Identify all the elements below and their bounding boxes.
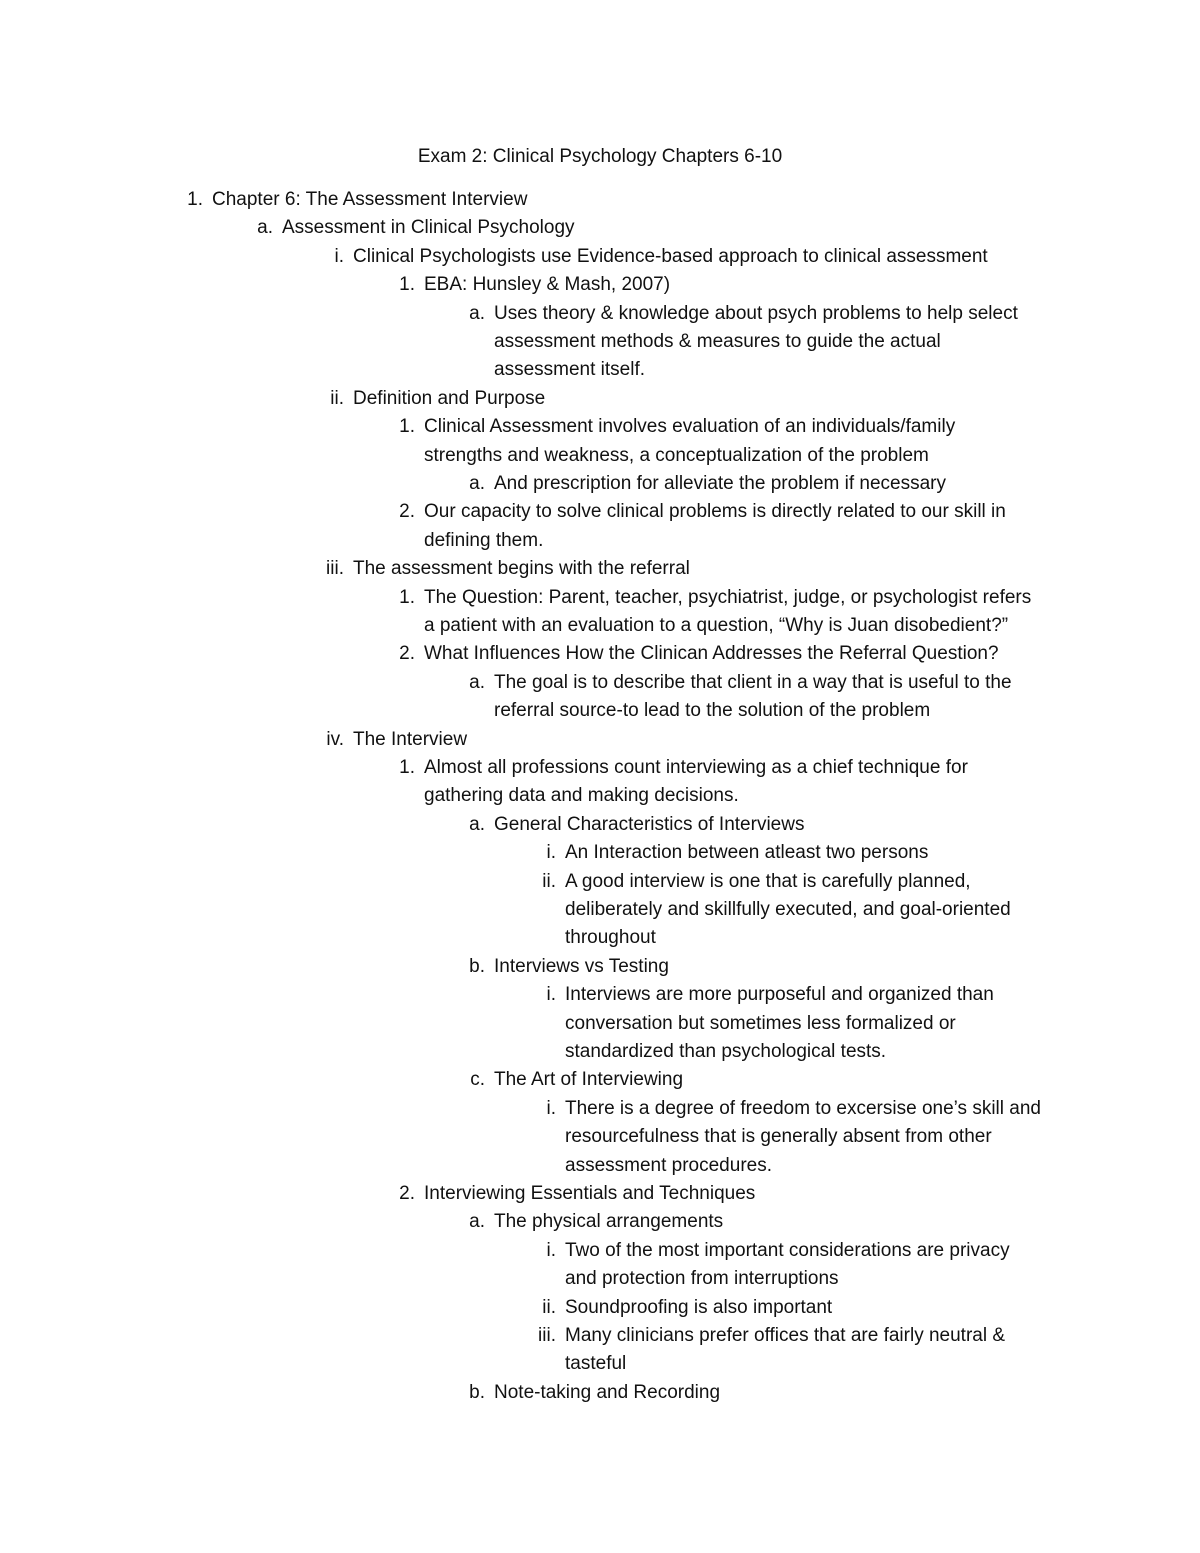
outline-text: Clinical Assessment involves evaluation of an individuals/family — [424, 416, 956, 438]
outline-text: Interviews are more purposeful and organized than — [565, 984, 994, 1006]
outline-text: The Question: Parent, teacher, psychiatrist, judge, or psychologist refers — [424, 586, 1032, 608]
outline-text: Many clinicians prefer offices that are fairly neutral & — [565, 1325, 1006, 1346]
outline-text: Almost all professions count interviewing as a chief technique for — [424, 757, 968, 778]
outline-text: referral source-to lead to the solution of the problem — [494, 700, 931, 722]
outline-line — [542, 1294, 833, 1322]
outline-text: standardized than psychological tests. — [565, 1041, 887, 1062]
outline-text: And prescription for alleviate the problem if necessary — [494, 473, 947, 494]
outline-marker: 1. — [187, 189, 203, 210]
outline-line — [399, 754, 968, 782]
outline-marker: b. — [469, 955, 485, 977]
outline-marker: i. — [546, 842, 556, 864]
outline-text: EBA: Hunsley & Mash, 2007) — [424, 274, 671, 296]
outline-marker: b. — [469, 1381, 485, 1403]
outline-text: assessment itself. — [494, 359, 645, 381]
outline-marker: 2. — [399, 1183, 415, 1204]
outline-line — [469, 669, 1012, 697]
outline-line — [469, 470, 947, 498]
outline-marker: i. — [546, 984, 556, 1006]
outline-marker: a. — [257, 217, 273, 239]
outline-line — [546, 839, 929, 867]
outline-line — [257, 214, 575, 242]
outline-line — [546, 1237, 1010, 1265]
page-title: Exam 2: Clinical Psychology Chapters 6-10 — [417, 146, 783, 167]
outline-line — [424, 442, 929, 470]
outline-line — [546, 1095, 1041, 1123]
outline-line — [565, 1123, 992, 1151]
outline-marker: ii. — [542, 1296, 556, 1318]
outline-text: Clinical Psychologists use Evidence-based approach to clinical assessment — [353, 245, 988, 267]
outline-line — [542, 868, 971, 896]
outline-line — [469, 1379, 721, 1407]
outline-line — [494, 697, 930, 725]
outline-line — [546, 981, 994, 1009]
outline-marker: a. — [469, 1211, 485, 1233]
outline-line — [399, 584, 1032, 612]
outline-text: assessment methods & measures to guide the actual — [494, 331, 941, 352]
outline-line — [470, 1066, 684, 1094]
outline-marker: i. — [546, 1097, 556, 1119]
outline-marker: a. — [469, 302, 485, 324]
outline-line — [424, 527, 543, 555]
outline-line — [326, 555, 690, 583]
outline-line — [399, 640, 999, 668]
outline-line — [565, 1010, 956, 1038]
outline-text: The physical arrangements — [494, 1211, 724, 1233]
outline-text: assessment procedures. — [565, 1154, 772, 1176]
outline-marker: iv. — [326, 728, 344, 750]
outline-marker: i. — [334, 245, 344, 267]
outline-line — [494, 328, 941, 356]
outline-text: a patient with an evaluation to a question, “Why is Juan disobedient?” — [424, 615, 1009, 636]
outline-marker: a. — [469, 813, 485, 835]
outline-marker: 1. — [399, 416, 415, 438]
outline-text: resourcefulness that is generally absent from other — [565, 1126, 992, 1148]
outline-marker: i. — [546, 1239, 556, 1261]
outline-line — [330, 385, 546, 413]
outline-text: There is a degree of freedom to excersise one’s skill and — [565, 1097, 1041, 1119]
outline-marker: iii. — [538, 1325, 556, 1346]
outline-text: gathering data and making decisions. — [424, 785, 739, 807]
outline-marker: iii. — [326, 558, 344, 580]
outline-text: Definition and Purpose — [353, 387, 546, 409]
outline-marker: ii. — [542, 870, 556, 892]
outline-text: General Characteristics of Interviews — [494, 813, 805, 835]
outline-text: What Influences How the Clinican Addresses the Referral Question? — [424, 643, 999, 665]
outline-line — [469, 300, 1018, 328]
outline-text: tasteful — [565, 1353, 627, 1375]
outline-text: Interviewing Essentials and Techniques — [424, 1183, 756, 1204]
outline-marker: 1. — [399, 274, 415, 296]
outline-text: The assessment begins with the referral — [353, 558, 690, 580]
outline-text: throughout — [565, 927, 656, 949]
outline-text: A good interview is one that is carefully planned, — [565, 870, 971, 892]
outline-line — [399, 271, 671, 299]
outline-text: strengths and weakness, a conceptualization of the problem — [424, 444, 929, 466]
outline-line — [538, 1322, 1006, 1350]
outline-text: The Art of Interviewing — [494, 1069, 684, 1091]
outline-line — [494, 356, 645, 384]
outline-text: The Interview — [353, 728, 468, 750]
outline-line — [469, 953, 669, 981]
outline-text: Note-taking and Recording — [494, 1381, 721, 1403]
outline-marker: a. — [469, 671, 485, 693]
outline-text: conversation but sometimes less formalized or — [565, 1012, 956, 1034]
outline-text: Our capacity to solve clinical problems is directly related to our skill in — [424, 501, 1006, 523]
outline-marker: c. — [470, 1069, 485, 1091]
outline-marker: 2. — [399, 643, 415, 665]
outline-text: defining them. — [424, 529, 544, 551]
outline-marker: 1. — [399, 757, 415, 778]
outline-line — [565, 1038, 886, 1066]
outline-line — [424, 612, 1008, 640]
outline-text: Uses theory & knowledge about psych problems to help select — [494, 302, 1018, 324]
outline-text: Soundproofing is also important — [565, 1296, 833, 1318]
outline-line — [399, 413, 956, 441]
outline-line — [565, 896, 1011, 924]
outline-text: and protection from interruptions — [565, 1268, 839, 1290]
outline-line — [424, 782, 739, 810]
outline-text: Assessment in Clinical Psychology — [282, 217, 575, 239]
outline-marker: 2. — [399, 501, 415, 523]
outline-marker: ii. — [330, 387, 344, 409]
outline-line — [334, 243, 988, 271]
outline-text: deliberately and skillfully executed, and goal-oriented — [565, 899, 1011, 920]
outline-line — [565, 1152, 772, 1180]
outline-line — [565, 1350, 626, 1378]
outline-text: An Interaction between atleast two persons — [565, 842, 929, 864]
outline-marker: a. — [469, 473, 485, 494]
outline-text: Chapter 6: The Assessment Interview — [212, 189, 528, 210]
outline-line — [469, 811, 805, 839]
outline-line — [187, 186, 528, 214]
outline-line — [326, 726, 468, 754]
outline-text: Interviews vs Testing — [494, 955, 669, 977]
outline-line — [399, 1180, 756, 1208]
outline-marker: 1. — [399, 586, 415, 608]
outline-line — [399, 498, 1006, 526]
outline-line — [565, 1265, 839, 1293]
outline-text: Two of the most important considerations are privacy — [565, 1239, 1010, 1261]
outline-line — [469, 1208, 724, 1236]
outline-text: The goal is to describe that client in a way that is useful to the — [494, 671, 1012, 693]
outline-line — [565, 924, 656, 952]
